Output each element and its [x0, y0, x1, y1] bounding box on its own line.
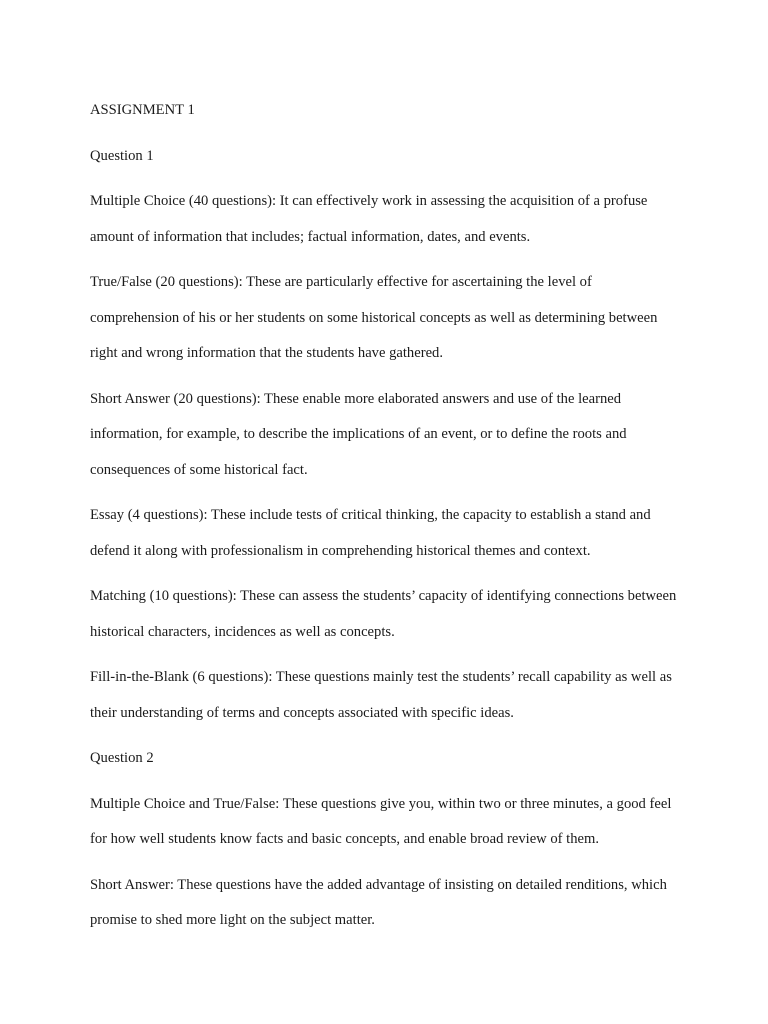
- paragraph-mc-tf-q2: Multiple Choice and True/False: These questions give you, within two or three minutes, a good feel for how well students know facts and basic concepts, and enable broad review of them.: [90, 795, 672, 847]
- paragraph-fill-in-the-blank: Fill-in-the-Blank (6 questions): These questions mainly test the students’ recall capability as well as their understanding of terms and concepts associated with specific ideas.: [90, 669, 672, 721]
- paragraph-multiple-choice: Multiple Choice (40 questions): It can effectively work in assessing the acquisition of a profuse amount of information that includes; factual information, dates, and events.: [90, 193, 648, 245]
- question-2-heading: Question 2: [90, 750, 154, 766]
- document-body: [90, 93, 680, 949]
- paragraph-matching: Matching (10 questions): These can assess the students’ capacity of identifying connections between historical characters, incidences as well as concepts.: [90, 588, 677, 640]
- paragraph-short-answer-q2: Short Answer: These questions have the added advantage of insisting on detailed renditions, which promise to shed more light on the subject matter.: [90, 876, 667, 928]
- document-title: ASSIGNMENT 1: [90, 102, 195, 118]
- paragraph-short-answer: Short Answer (20 questions): These enable more elaborated answers and use of the learned information, for example, to describe the implications of an event, or to define the roots and consequences of some historical fact.: [90, 390, 627, 478]
- question-1-heading: Question 1: [90, 147, 154, 164]
- paragraph-true-false: True/False (20 questions): These are particularly effective for ascertaining the level of comprehension of his or her students on some historical concepts as well as determining between right and wrong information that the students have gathered.: [90, 274, 658, 361]
- paragraph-essay: Essay (4 questions): These include tests of critical thinking, the capacity to establish a stand and defend it along with professionalism in comprehending historical themes and context.: [90, 507, 651, 559]
